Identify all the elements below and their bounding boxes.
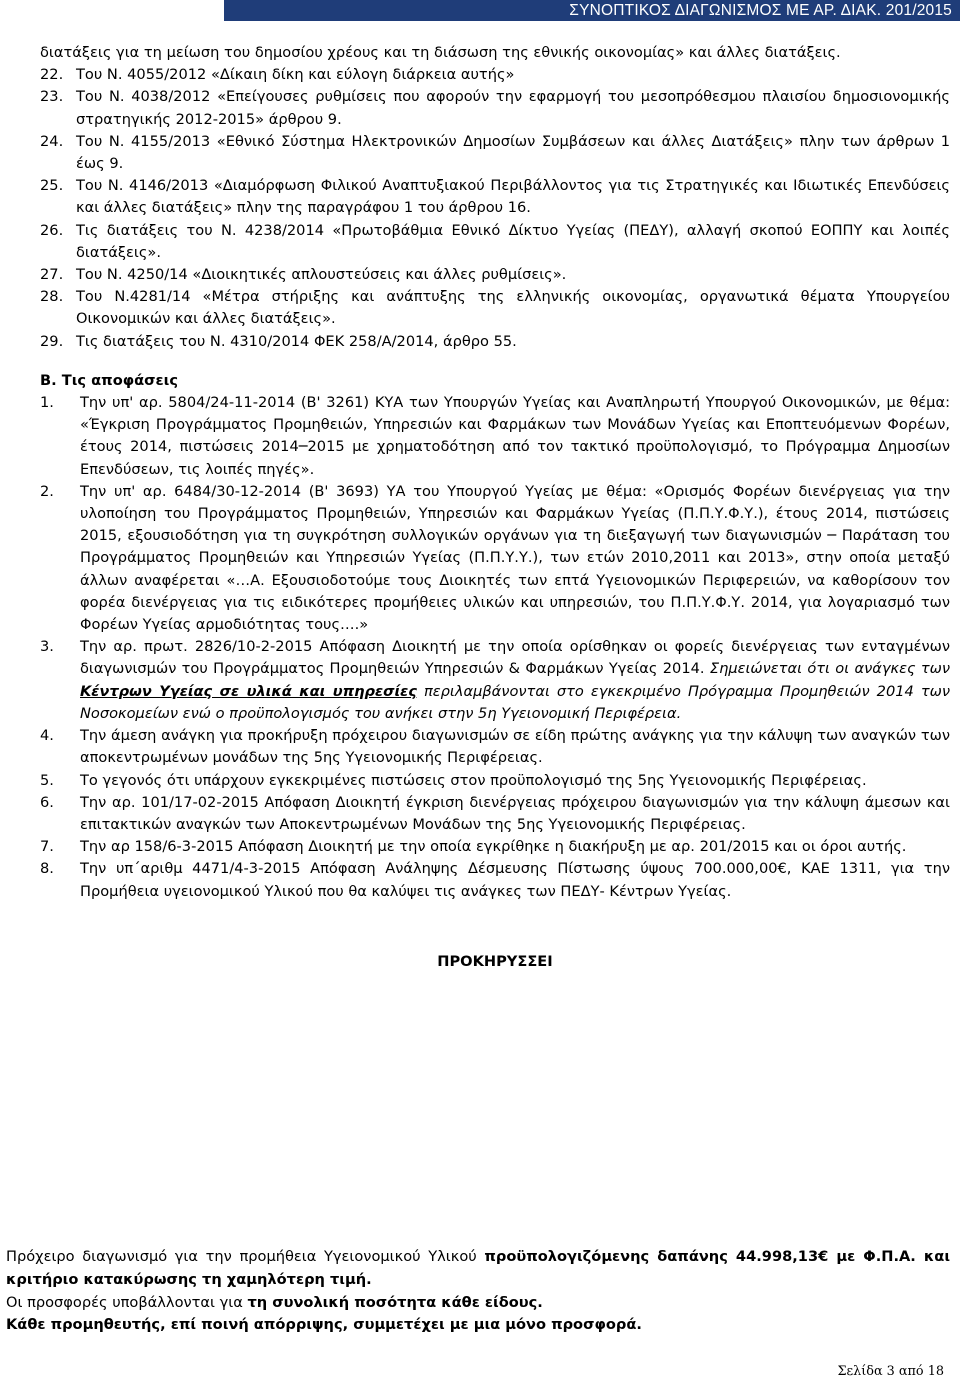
decision-item-text: Την υπ' αρ. 5804/24-11-2014 (Β' 3261) ΚΥΑ των Υπουργών Υγείας και Αναπληρωτή Υπουργού Οικονομικών, με θέμα: «Έγκριση Προγράμματος Προμηθειών, Υπηρεσιών και Φαρμάκων των Μονάδων Υγείας και Εποπτευόμενων Φορέων, έτους 2014, πιστώσεις 2014─2015 με χρηματοδότηση από τον τακτικό προϋπολογισμό, το Πρόγραμμα Δημοσίων Επενδύσεων, τις λοιπές πηγές». <box>80 394 950 478</box>
law-item-26 <box>40 220 950 264</box>
law-item-25 <box>40 175 950 219</box>
decision-note-italic-rest: περιλαμβάνονται στο εγκεκριμένο Πρόγραμμα Προμηθειών 2014 των Νοσοκομείων ενώ ο προϋπολογισμός του ανήκει στην 5η Υγειονομική Περιφέρεια. <box>80 682 950 722</box>
proclaim-line-1-bold: προϋπολογιζόμενης δαπάνης 44.998,13€ με Φ.Π.Α. και κριτήριο κατακύρωσης τη χαμηλότερη τιμή. <box>6 1248 951 1288</box>
decision-item-text: Την αρ 158/6-3-2015 Απόφαση Διοικητή με την οποία εγκρίθηκε η διακήρυξη με αρ. 201/2015 και οι όροι αυτής. <box>80 838 907 856</box>
decision-item-6 <box>40 792 950 836</box>
decisions-section-title: Β. Τις αποφάσεις <box>40 371 178 389</box>
law-item-number: 26. <box>40 221 64 239</box>
decision-item-number: 3. <box>40 638 54 656</box>
law-item-text: Του Ν. 4155/2013 «Εθνικό Σύστημα Ηλεκτρονικών Δημοσίων Συμβάσεων και άλλες Διατάξεις» πλην των άρθρων 1 έως 9. <box>76 132 950 173</box>
decision-item-4 <box>40 725 950 769</box>
document-body <box>40 42 950 981</box>
law-item-number: 24. <box>40 132 64 150</box>
decision-item-number: 5. <box>40 771 54 789</box>
decision-item-5 <box>40 770 950 792</box>
decision-item-number: 8. <box>40 860 54 878</box>
proclaim-line-1-normal: Πρόχειρο διαγωνισμό για την προμήθεια Υγειονομικού Υλικού <box>6 1248 477 1265</box>
decision-item-text: Την υπ' αρ. 6484/30-12-2014 (Β' 3693) ΥΑ του Υπουργού Υγείας με θέμα: «Ορισμός Φορέων διενέργειας για την υλοποίηση του Προγράμματος Προμηθειών, Υπηρεσιών και Φαρμάκων Υγείας (Π.Π.Υ.Φ.Υ.), έτους 2014, πιστώσεις 2015, εξουσιοδότηση για τη συγκρότηση συλλογικών οργάνων για τη διεξαγωγή των διαγωνισμών ─ Παράταση του Προγράμματος Προμηθειών και Υπηρεσιών Υγείας (Π.Π.Υ.Υ.), των ετών 2010,2011 και 2013», στην οποία μεταξύ άλλων αναφέρεται «…Α. Εξουσιοδοτούμε τους Διοικητές των επτά Υγειονομικών Περιφερειών, να καθορίσουν τον φορέα διενέργειας για τις ειδικότερες προμήθειες υλικών και υπηρεσιών, του Π.Π.Υ.Φ.Υ. 2014, για λογαριασμό των Φορέων Υγείας αρμοδιότητας τους….» <box>80 482 950 634</box>
law-item-23 <box>40 86 950 130</box>
proclaim-line-3: Κάθε προμηθευτής, επί ποινή απόρριψης, συμμετέχει με μια μόνο προσφορά. <box>6 1316 642 1334</box>
law-item-text: Του Ν. 4038/2012 «Επείγουσες ρυθμίσεις που αφορούν την εφαρμογή του μεσοπρόθεσμου πλαισίου δημοσιονομικής στρατηγικής 2012-2015» άρθρου 9. <box>76 88 950 128</box>
decision-item-number: 2. <box>40 482 54 500</box>
decision-item-3 <box>40 636 950 725</box>
proclaim-title: ΠΡΟΚΗΡΥΣΣΕΙ <box>437 952 553 970</box>
decision-item-number: 1. <box>40 394 54 412</box>
proclaim-line-1 <box>6 1246 950 1292</box>
proclaim-line-2 <box>6 1292 950 1315</box>
decision-item-text: Την αρ. 101/17-02-2015 Απόφαση Διοικητή έγκριση διενέργειας πρόχειρου διαγωνισμών για την κάλυψη άμεσων και επιτακτικών αναγκών των Αποκεντρωμένων Μονάδων της 5ης Υγειονομικής Περιφέρειας. <box>80 793 950 833</box>
law-item-text: Του Ν. 4146/2013 «Διαμόρφωση Φιλικού Αναπτυξιακού Περιβάλλοντος για τις Στρατηγικές και Ιδιωτικές Επενδύσεις και άλλες διατάξεις» πλην της παραγράφου 1 του άρθρου 16. <box>76 177 950 217</box>
law-continuation: διατάξεις για τη μείωση του δημοσίου χρέους και τη διάσωση της εθνικής οικονομίας» και άλλες διατάξεις. <box>40 44 841 61</box>
decision-item-number: 6. <box>40 793 54 811</box>
decision-note-highlight: Κέντρων Υγείας σε υλικά και υπηρεσίες <box>80 682 417 700</box>
law-item-text: Του Ν. 4250/14 «Διοικητικές απλουστεύσεις και άλλες ρυθμίσεις». <box>76 266 567 284</box>
law-item-number: 22. <box>40 66 64 84</box>
decision-item-7 <box>40 836 950 858</box>
law-item-27 <box>40 264 950 286</box>
proclaim-line-2-bold: τη συνολική ποσότητα κάθε είδους. <box>247 1293 543 1311</box>
header-title: ΣΥΝΟΠΤΙΚΟΣ ΔΙΑΓΩΝΙΣΜΟΣ ΜΕ ΑΡ. ΔΙΑΚ. 201/2015 <box>569 2 952 19</box>
law-item-28 <box>40 286 950 330</box>
decision-item-1 <box>40 392 950 481</box>
law-item-22 <box>40 64 950 86</box>
decision-item-text: Την υπ΄αριθμ 4471/4-3-2015 Απόφαση Ανάληψης Δέσμευσης Πίστωσης ύψους 700.000,00€, ΚΑΕ 1311, για την Προμήθεια υγειονομικού Υλικού που θα καλύψει τις ανάγκες των ΠΕΔΥ- Κέντρων Υγείας. <box>80 860 950 900</box>
law-item-text: Του Ν.4281/14 «Μέτρα στήριξης και ανάπτυξης της ελληνικής οικονομίας, οργανωτικά θέματα Υπουργείου Οικονομικών και άλλες διατάξεις». <box>76 288 950 328</box>
document-header-bar <box>224 0 960 21</box>
law-item-number: 27. <box>40 266 64 284</box>
law-item-29 <box>40 331 950 353</box>
decision-item-text: Την άμεση ανάγκη για προκήρυξη πρόχειρου διαγωνισμών σε είδη πρώτης ανάγκης για την κάλυψη των αναγκών των αποκεντρωμένων μονάδων της 5ης Υγειονομικής Περιφέρειας. <box>80 727 950 767</box>
law-item-number: 25. <box>40 177 64 195</box>
decision-item-number: 7. <box>40 838 54 856</box>
law-item-text: Τις διατάξεις του Ν. 4238/2014 «Πρωτοβάθμια Εθνικό Δίκτυο Υγείας (ΠΕΔΥ), αλλαγή σκοπού ΕΟΠΠΥ και λοιπές διατάξεις». <box>76 221 950 261</box>
decision-item-text: Το γεγονός ότι υπάρχουν εγκεκριμένες πιστώσεις στον προϋπολογισμό της 5ης Υγειονομικής Περιφέρειας. <box>80 771 867 789</box>
law-item-text: Του Ν. 4055/2012 «Δίκαιη δίκη και εύλογη διάρκεια αυτής» <box>76 66 515 84</box>
law-item-number: 29. <box>40 332 64 350</box>
page-number: Σελίδα 3 από 18 <box>837 1364 944 1379</box>
law-item-24 <box>40 131 950 175</box>
decision-note-italic: Σημειώνεται ότι οι ανάγκες των <box>709 660 950 678</box>
decision-item-text: Την αρ. πρωτ. 2826/10-2-2015 Απόφαση Διοικητή με την οποία ορίσθηκαν οι φορείς διενέργειας των ενταγμένων διαγωνισμών του Προγράμματος Προμηθειών Υπηρεσιών & Φαρμάκων Υγείας 2014. <box>80 638 950 678</box>
decision-item-8 <box>40 858 950 902</box>
law-item-number: 28. <box>40 288 64 306</box>
law-item-text: Τις διατάξεις του Ν. 4310/2014 ΦΕΚ 258/Α/2014, άρθρο 55. <box>76 332 517 350</box>
law-item-number: 23. <box>40 88 64 106</box>
proclaim-line-2-normal: Οι προσφορές υποβάλλονται για <box>6 1293 243 1311</box>
proclaim-body <box>6 1246 950 1337</box>
decision-item-number: 4. <box>40 727 54 745</box>
decision-item-2 <box>40 481 950 636</box>
